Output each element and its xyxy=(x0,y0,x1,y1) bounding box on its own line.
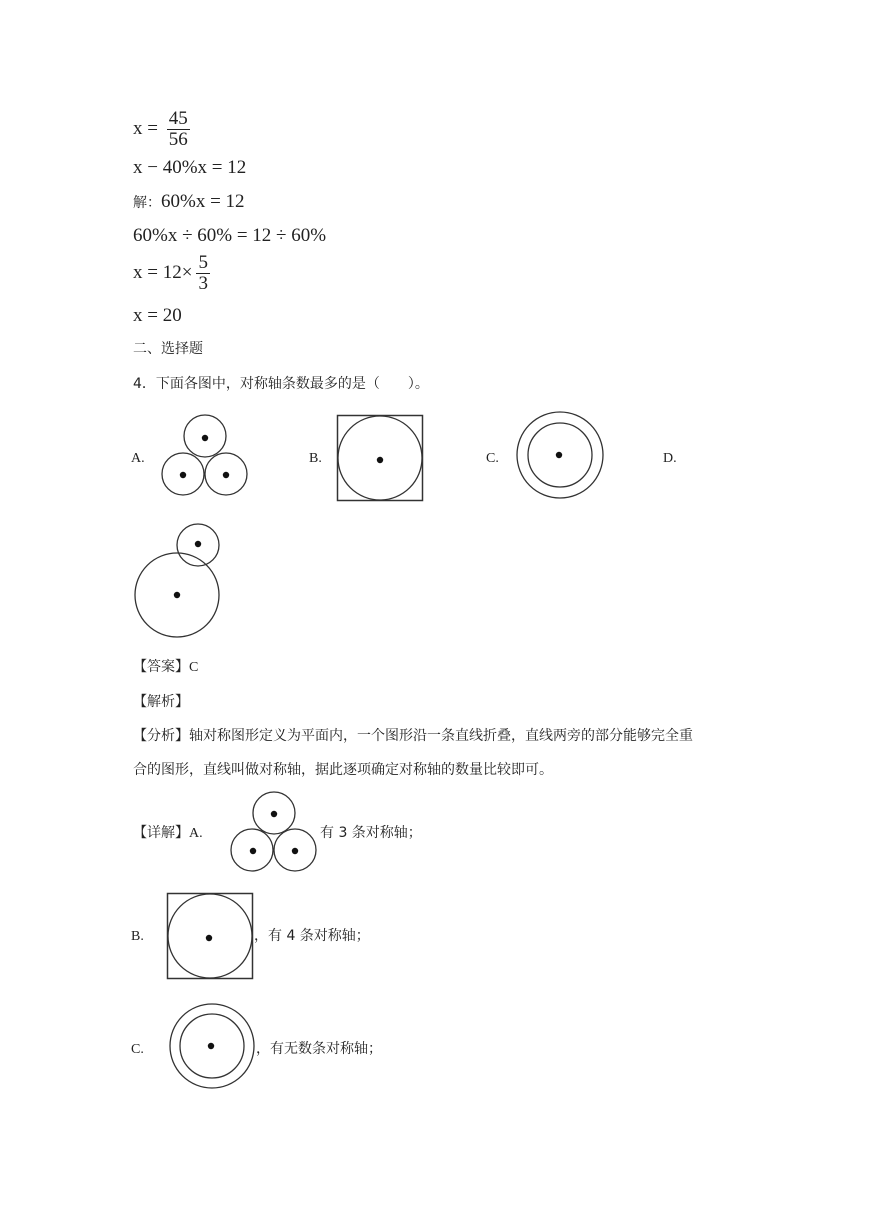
answer-line xyxy=(133,657,198,677)
circle-in-square-icon xyxy=(336,414,424,502)
center-dot xyxy=(292,848,298,854)
detail-a-text: 有 3 条对称轴； xyxy=(320,825,422,841)
center-dot xyxy=(556,452,562,458)
concentric-circles-icon xyxy=(168,1002,256,1090)
center-dot xyxy=(377,457,383,463)
fenxi-text: 轴对称图形定义为平面内，一个图形沿一条直线折叠，直线两旁的部分能够完全重 xyxy=(189,728,693,744)
center-dot xyxy=(180,472,186,478)
fraction-numerator: 45 xyxy=(168,108,188,129)
detail-c-label: C. xyxy=(131,1042,144,1057)
equation-line-4: 60%x ÷ 60% = 12 ÷ 60% xyxy=(133,225,327,246)
equation-text: 60%x = 12 xyxy=(161,191,245,212)
equation-line-3 xyxy=(133,191,245,213)
fraction-denominator: 3 xyxy=(198,273,208,294)
fraction xyxy=(167,109,190,150)
center-dot xyxy=(202,435,208,441)
two-touching-circles-icon xyxy=(132,522,224,640)
equation-line-1 xyxy=(133,109,190,150)
center-dot xyxy=(208,1043,214,1049)
analysis-line-1 xyxy=(133,726,693,746)
question-stem: 4．下面各图中，对称轴条数最多的是（ ）。 xyxy=(133,376,429,392)
center-dot xyxy=(250,848,256,854)
option-a-label: A. xyxy=(131,451,145,466)
center-dot xyxy=(174,592,180,598)
equation-lhs: x = 12× xyxy=(133,261,193,283)
detail-c-text: ，有无数条对称轴； xyxy=(256,1041,382,1057)
detail-label: 【详解】 xyxy=(133,825,189,841)
detail-a-label: A. xyxy=(189,826,203,841)
detail-b-text: ，有 4 条对称轴； xyxy=(254,928,370,944)
option-c-label: C. xyxy=(486,451,499,466)
detail-a-prefix xyxy=(133,823,203,843)
three-small-circles-icon xyxy=(158,412,250,498)
option-d-label: D. xyxy=(663,451,677,466)
equation-lhs: x = xyxy=(133,117,163,139)
answer-label: 【答案】 xyxy=(133,659,189,675)
fraction-numerator: 5 xyxy=(198,252,208,273)
option-b-label: B. xyxy=(309,451,322,466)
answer-value: C xyxy=(189,660,199,675)
center-dot xyxy=(195,541,201,547)
equation-line-6: x = 20 xyxy=(133,305,182,326)
fraction-denominator: 56 xyxy=(168,129,188,150)
three-small-circles-icon xyxy=(229,790,321,874)
circle-in-square-icon xyxy=(166,892,254,980)
fenxi-label: 【分析】 xyxy=(133,728,189,744)
center-dot xyxy=(206,935,212,941)
fraction xyxy=(196,253,210,294)
detail-b-label: B. xyxy=(131,929,144,944)
concentric-circles-icon xyxy=(515,411,605,499)
center-dot xyxy=(223,472,229,478)
equation-line-5 xyxy=(133,253,210,294)
center-dot xyxy=(271,811,277,817)
analysis-heading: 【解析】 xyxy=(133,694,189,710)
equation-line-2: x − 40%x = 12 xyxy=(133,157,247,178)
solution-prefix: 解： xyxy=(133,195,161,211)
section-title: 二、选择题 xyxy=(133,341,203,357)
analysis-line-2: 合的图形，直线叫做对称轴，据此逐项确定对称轴的数量比较即可。 xyxy=(133,762,553,778)
